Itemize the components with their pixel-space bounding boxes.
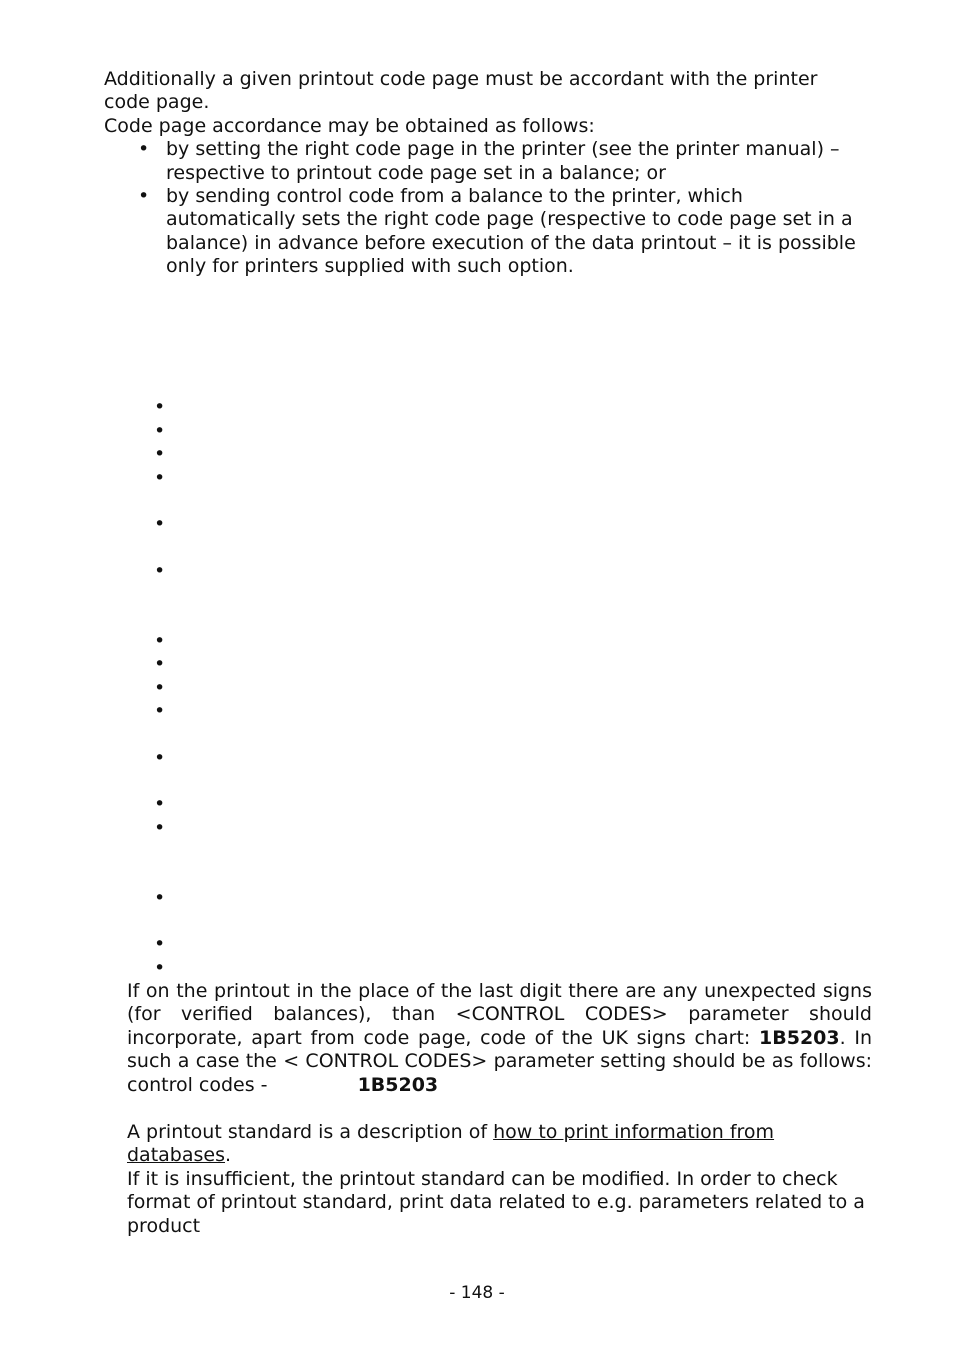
empty-bullet: • bbox=[154, 700, 166, 722]
empty-bullet: • bbox=[154, 653, 166, 675]
intro-section bbox=[104, 68, 864, 279]
empty-bullet: • bbox=[154, 817, 166, 839]
intro-line-2: Code page accordance may be obtained as follows: bbox=[104, 114, 595, 137]
empty-bullet: • bbox=[154, 630, 166, 652]
code-page-options-list bbox=[104, 138, 864, 278]
empty-bullet: • bbox=[154, 513, 166, 535]
standard-text-after: . bbox=[225, 1144, 232, 1167]
page-number: - 148 - bbox=[449, 1283, 505, 1303]
empty-bullet: • bbox=[154, 467, 166, 489]
databases-link[interactable]: how to print information from databases bbox=[127, 1121, 775, 1167]
empty-bullet: • bbox=[154, 420, 166, 442]
option-printer-setting: • by setting the right code page in the printer (see the printer manual) – respective to printout code page set in a balance; or bbox=[104, 138, 864, 185]
uk-signs-code-value: 1B5203 bbox=[357, 1073, 439, 1096]
uk-signs-text-after: . In such a case the < CONTROL CODES> parameter setting should be as follows: control codes - bbox=[127, 1026, 872, 1096]
uk-signs-code: 1B5203 bbox=[759, 1026, 840, 1049]
standard-text-before: A printout standard is a description of bbox=[127, 1121, 494, 1143]
standard-line-2: If it is insufficient, the printout standard can be modified. In order to check format of printout standard, print data related to e.g. parameters related to a product bbox=[127, 1167, 865, 1237]
empty-bullet: • bbox=[154, 793, 166, 815]
empty-bullet: • bbox=[154, 560, 166, 582]
empty-bullet: • bbox=[154, 443, 166, 465]
empty-bullet: • bbox=[154, 933, 166, 955]
option-control-code: • by sending control code from a balance to the printer, which automatically sets the right code page (respective to code page set in a balance) in advance before execution of the data printout – it is possible only for printers supplied with such option. bbox=[104, 185, 864, 279]
empty-bullet: • bbox=[154, 887, 166, 909]
empty-bullet: • bbox=[154, 957, 166, 979]
empty-bullet: • bbox=[154, 396, 166, 418]
empty-bullet: • bbox=[154, 677, 166, 699]
empty-bullet: • bbox=[154, 747, 166, 769]
uk-signs-paragraph bbox=[127, 980, 872, 1097]
printout-standard-paragraph bbox=[127, 1121, 872, 1238]
uk-signs-text-before: If on the printout in the place of the last digit there are any unexpected signs (for verified balances), than <CONTROL CODES> parameter should incorporate, apart from code page, code of the UK signs chart: bbox=[127, 980, 872, 1049]
intro-line-1: Additionally a given printout code page must be accordant with the printer code page. bbox=[104, 68, 818, 114]
